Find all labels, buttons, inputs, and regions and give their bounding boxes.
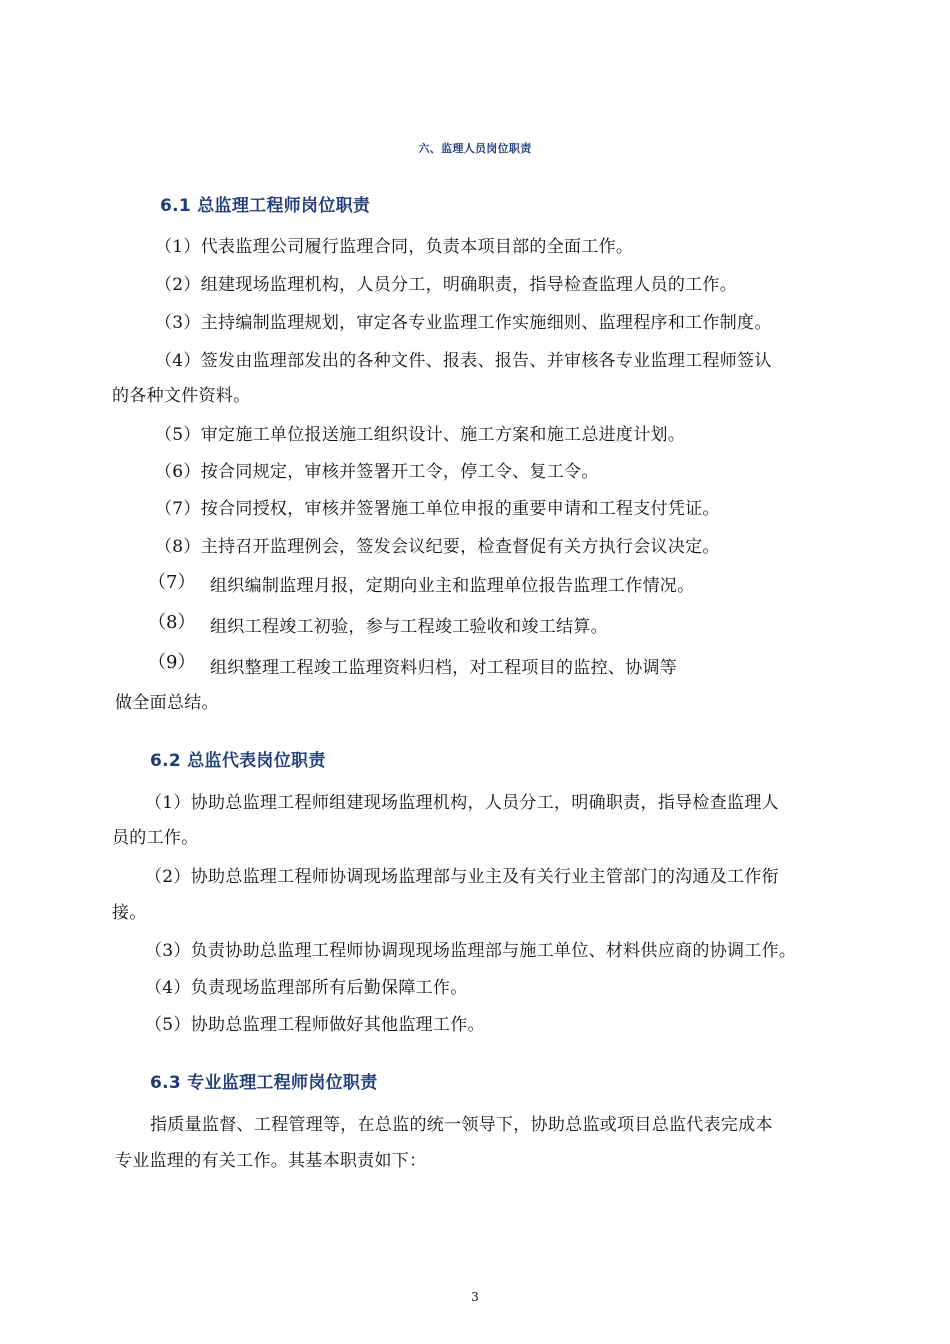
duty-item-continuation: 接。 — [112, 903, 147, 923]
duty-item: （8）主持召开监理例会，签发会议纪要，检查督促有关方执行会议决定。 — [155, 537, 720, 557]
duty-item: （3）主持编制监理规划，审定各专业监理工作实施细则、监理程序和工作制度。 — [155, 313, 772, 333]
duty-item: 组织工程竣工初验，参与工程竣工验收和竣工结算。 — [210, 617, 608, 637]
duty-item-continuation: 的各种文件资料。 — [112, 386, 251, 406]
section-heading-6-2: 6.2 总监代表岗位职责 — [150, 751, 326, 771]
item-number: （9） — [148, 652, 196, 673]
duty-item: （5）审定施工单位报送施工组织设计、施工方案和施工总进度计划。 — [155, 425, 686, 445]
section-heading-6-3: 6.3 专业监理工程师岗位职责 — [150, 1073, 378, 1093]
page-number: 3 — [471, 1290, 479, 1304]
section-heading-6-1: 6.1 总监理工程师岗位职责 — [160, 196, 371, 216]
duty-item-continuation: 做全面总结。 — [115, 693, 219, 713]
body-paragraph: 指质量监督、工程管理等，在总监的统一领导下，协助总监或项目总监代表完成本 — [150, 1115, 773, 1135]
duty-item: （4）负责现场监理部所有后勤保障工作。 — [145, 978, 468, 998]
page-title: 六、监理人员岗位职责 — [418, 142, 532, 155]
duty-item: （5）协助总监理工程师做好其他监理工作。 — [145, 1015, 485, 1035]
duty-item-continuation: 员的工作。 — [112, 828, 199, 848]
duty-item: （4）签发由监理部发出的各种文件、报表、报告、并审核各专业监理工程师签认 — [155, 351, 772, 371]
duty-item: 组织整理工程竣工监理资料归档，对工程项目的监控、协调等 — [210, 658, 678, 678]
item-number: （8） — [148, 612, 196, 633]
duty-item: （6）按合同规定，审核并签署开工令，停工令、复工令。 — [155, 462, 599, 482]
duty-item: （1）协助总监理工程师组建现场监理机构，人员分工，明确职责，指导检查监理人 — [145, 793, 779, 813]
duty-item: （3）负责协助总监理工程师协调现现场监理部与施工单位、材料供应商的协调工作。 — [145, 941, 797, 961]
duty-item: 组织编制监理月报，定期向业主和监理单位报告监理工作情况。 — [210, 576, 695, 596]
duty-item: （2）组建现场监理机构，人员分工，明确职责，指导检查监理人员的工作。 — [155, 275, 738, 295]
body-paragraph-continuation: 专业监理的有关工作。其基本职责如下： — [115, 1151, 427, 1171]
duty-item: （2）协助总监理工程师协调现场监理部与业主及有关行业主管部门的沟通及工作衔 — [145, 867, 779, 887]
duty-item: （7）按合同授权，审核并签署施工单位申报的重要申请和工程支付凭证。 — [155, 499, 720, 519]
item-number: （7） — [148, 572, 196, 593]
duty-item: （1）代表监理公司履行监理合同，负责本项目部的全面工作。 — [155, 237, 634, 257]
